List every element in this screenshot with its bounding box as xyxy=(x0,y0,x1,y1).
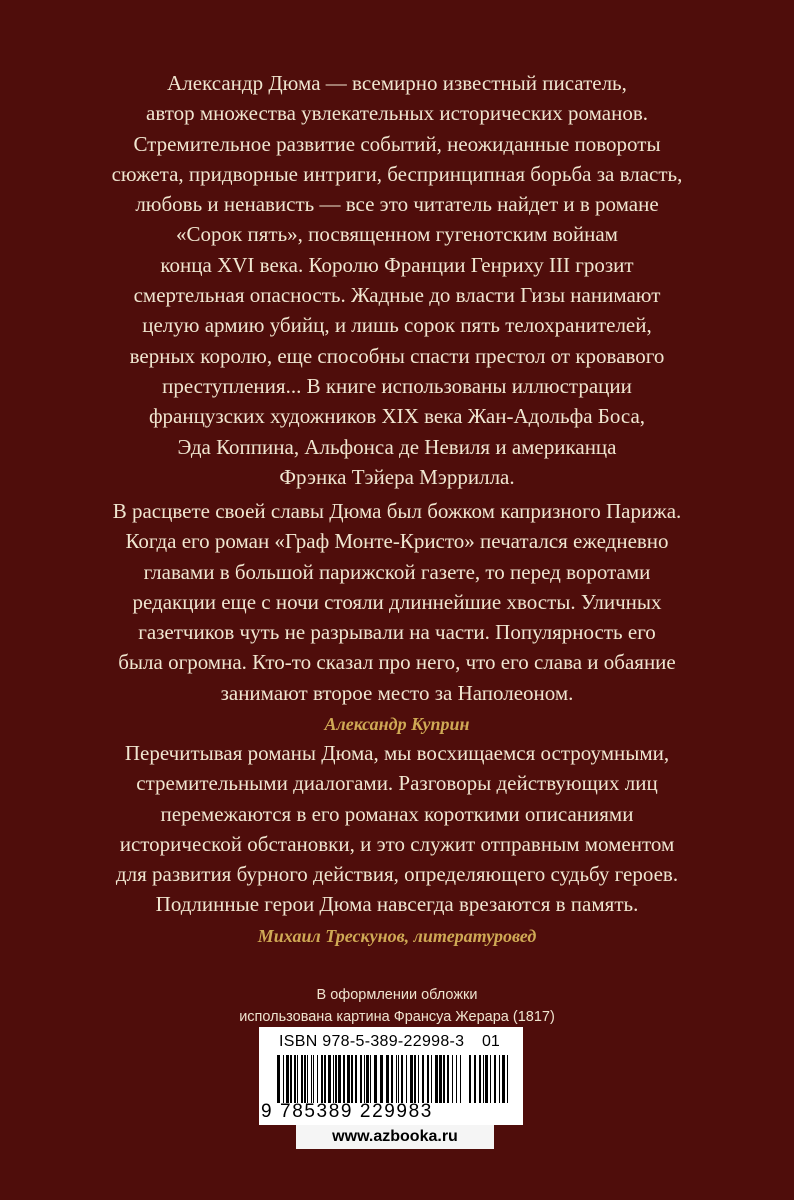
barcode-stripe xyxy=(507,1055,508,1103)
barcode-stripe xyxy=(366,1055,369,1103)
barcode-stripe xyxy=(418,1055,419,1103)
description-line: французских художников XIX века Жан-Адольфа Боса, xyxy=(148,404,646,429)
barcode-stripe xyxy=(277,1055,280,1103)
barcode-stripe xyxy=(435,1055,438,1103)
quote-line: для развития бурного действия, определяющего судьбу героев. xyxy=(115,862,679,887)
barcode-stripe xyxy=(294,1055,296,1103)
barcode-stripe xyxy=(443,1055,445,1103)
description-line: смертельная опасность. Жадные до власти Гизы нанимают xyxy=(133,283,661,308)
barcode-stripe xyxy=(391,1055,393,1103)
barcode-stripe xyxy=(338,1055,341,1103)
barcode-stripe xyxy=(324,1055,326,1103)
barcode-stripe xyxy=(414,1055,416,1103)
barcode-stripe xyxy=(427,1055,429,1103)
ean-digits: 9 785389 229983 xyxy=(261,1101,433,1122)
barcode-stripe xyxy=(347,1055,350,1103)
barcode-stripe xyxy=(494,1055,496,1103)
barcode-stripe xyxy=(335,1055,337,1103)
quote-author: Александр Куприн xyxy=(324,714,470,735)
barcode-stripe xyxy=(398,1055,399,1103)
barcode-stripe xyxy=(386,1055,389,1103)
description-line: Стремительное развитие событий, неожиданные повороты xyxy=(133,131,661,156)
barcode-stripe xyxy=(502,1055,505,1103)
quote-author: Михаил Трескунов, литературовед xyxy=(257,925,537,946)
barcode-stripe xyxy=(370,1055,371,1103)
barcode-stripe xyxy=(380,1055,383,1103)
barcode-stripe xyxy=(321,1055,323,1103)
description-line: конца XVI века. Королю Франции Генриху III грозит xyxy=(160,252,634,277)
barcode-stripe xyxy=(483,1055,484,1103)
description-line: верных королю, еще способны спасти престол от кровавого xyxy=(129,343,665,368)
barcode-stripe xyxy=(401,1055,403,1103)
barcode-stripe xyxy=(490,1055,491,1103)
quote-line: перемежаются в его романах короткими описаниями xyxy=(160,801,634,826)
quote-line: исторической обстановки, и это служит отправным моментом xyxy=(119,831,675,856)
barcode-stripe xyxy=(360,1055,362,1103)
barcode-stripe xyxy=(499,1055,500,1103)
description-line: «Сорок пять», посвященном гугенотским войнам xyxy=(176,222,618,247)
barcode-stripe xyxy=(396,1055,397,1103)
barcode-stripe xyxy=(485,1055,488,1103)
quote-line: занимают второе место за Наполеоном. xyxy=(220,680,574,705)
barcode-stripe xyxy=(474,1055,476,1103)
description-line: любовь и ненависть — все это читатель найдет и в романе xyxy=(135,192,659,217)
barcode-stripe xyxy=(364,1055,365,1103)
barcode-stripe xyxy=(313,1055,314,1103)
barcode-stripe xyxy=(343,1055,345,1103)
barcode-stripe xyxy=(297,1055,298,1103)
credit-line: В оформлении обложки xyxy=(316,987,478,1003)
quote-line: Перечитывая романы Дюма, мы восхищаемся остроумными, xyxy=(124,741,670,765)
barcode-stripe xyxy=(355,1055,357,1103)
barcode-stripe xyxy=(452,1055,453,1103)
addon-bars xyxy=(469,1055,513,1109)
barcode-stripe xyxy=(479,1055,481,1103)
quote-line: главами в большой парижской газете, то перед воротами xyxy=(143,559,651,584)
quote-line: стремительными диалогами. Разговоры действующих лиц xyxy=(136,771,658,796)
barcode-stripe xyxy=(431,1055,432,1103)
barcode-stripe xyxy=(307,1055,308,1103)
barcode-stripe xyxy=(286,1055,289,1103)
quote-line: была огромна. Кто-то сказал про него, что его слава и обаяние xyxy=(118,650,676,675)
barcode-stripe xyxy=(301,1055,303,1103)
barcode-stripe xyxy=(460,1055,461,1103)
isbn-barcode xyxy=(259,1027,523,1125)
website-label: www.azbooka.ru xyxy=(296,1125,494,1149)
quote-line: газетчиков чуть не разрывали на части. Популярность его xyxy=(138,620,656,645)
quote-line: В расцвете своей славы Дюма был божком капризного Парижа. xyxy=(112,499,682,523)
addon-label: 01 xyxy=(482,1033,500,1050)
description-line: целую армию убийц, и лишь сорок пять телохранителей, xyxy=(142,313,652,338)
credit-line: использована картина Франсуа Жерара (1817) xyxy=(239,1009,555,1025)
barcode-stripe xyxy=(422,1055,424,1103)
quote-line: редакции еще с ночи стояли длиннейшие хвосты. Уличных xyxy=(132,589,662,614)
barcode-stripe xyxy=(333,1055,334,1103)
treskunov-quote xyxy=(0,738,794,952)
barcode-stripe xyxy=(469,1055,471,1103)
description-line: сюжета, придворные интриги, беспринципная борьба за власть, xyxy=(111,161,683,186)
kuprin-quote xyxy=(0,496,794,740)
description-line: автор множества увлекательных исторических романов. xyxy=(146,101,648,126)
description-line: Александр Дюма — всемирно известный писатель, xyxy=(167,71,627,95)
barcode-stripe xyxy=(410,1055,413,1103)
description-block xyxy=(0,68,794,492)
barcode-stripe xyxy=(374,1055,377,1103)
barcode-stripe xyxy=(317,1055,318,1103)
isbn-label: ISBN 978-5-389-22998-3 xyxy=(279,1033,465,1050)
barcode-stripe xyxy=(447,1055,449,1103)
barcode-stripe xyxy=(290,1055,292,1103)
barcode-stripe xyxy=(304,1055,306,1103)
barcode-stripe xyxy=(311,1055,312,1103)
quote-line: Когда его роман «Граф Монте-Кристо» печатался ежедневно xyxy=(125,529,669,554)
quote-line: Подлинные герои Дюма навсегда врезаются в память. xyxy=(155,892,639,917)
barcode-stripe xyxy=(456,1055,457,1103)
description-line: Эда Коппина, Альфонса де Невиля и американца xyxy=(177,434,617,459)
barcode-stripe xyxy=(439,1055,442,1103)
cover-credit xyxy=(0,984,794,1028)
description-line: Фрэнка Тэйера Мэррилла. xyxy=(279,464,515,489)
description-line: преступления... В книге использованы иллюстрации xyxy=(162,373,632,398)
barcode-stripe xyxy=(328,1055,331,1103)
barcode-stripe xyxy=(283,1055,284,1103)
barcode-stripe xyxy=(351,1055,353,1103)
barcode-stripe xyxy=(406,1055,407,1103)
